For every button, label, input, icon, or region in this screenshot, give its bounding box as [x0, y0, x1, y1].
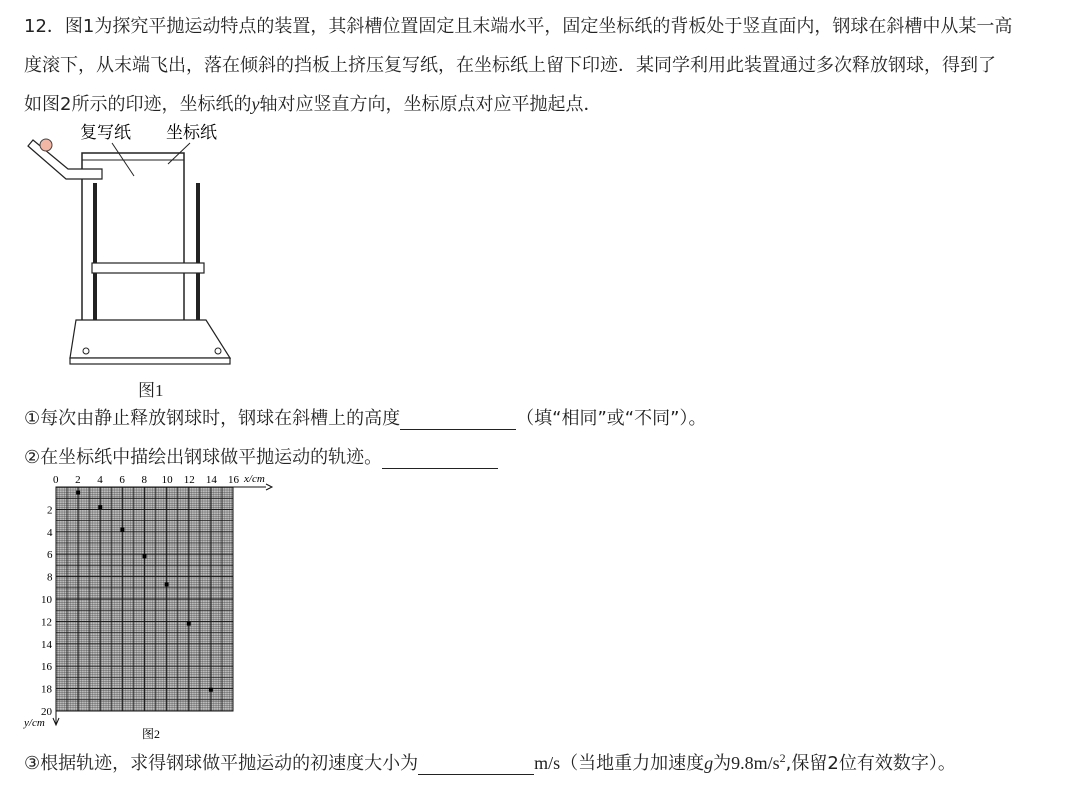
trace-point [209, 688, 213, 692]
trace-point [76, 491, 80, 495]
unit-ms: m/s [534, 753, 561, 773]
x-tick-label: 16 [228, 474, 239, 486]
figure-2-coordinate-grid [20, 470, 290, 750]
label-carbon-paper: 复写纸 [80, 123, 131, 142]
y-tick-label: 10 [41, 594, 52, 606]
subq3-text-a: ③根据轨迹，求得钢球做平抛运动的初速度大小为 [24, 753, 419, 774]
base-edge [70, 358, 230, 364]
question-text-3c: 轴对应竖直方向，坐标原点对应平抛起点． [259, 94, 602, 115]
y-tick-label: 4 [47, 526, 53, 539]
x-tick-label: 6 [119, 474, 125, 486]
question-line-2 [24, 51, 996, 77]
x-tick-label: 12 [183, 474, 195, 486]
question-text-1: 12．图1为探究平抛运动特点的装置，其斜槽位置固定且末端水平，固定坐标纸的背板处于竖直面内，钢球在斜槽中从某一高 [24, 16, 1013, 37]
steel-ball [40, 139, 52, 151]
y-tick-label: 16 [41, 661, 52, 674]
label-coordinate-paper: 坐标纸 [166, 123, 217, 142]
subq3-text-d: ,保留2位有效数字）。 [785, 753, 956, 774]
answer-blank-2[interactable] [382, 450, 498, 469]
right-rail [196, 183, 200, 325]
y-tick-labels [41, 504, 53, 718]
baffle-plate [92, 263, 204, 273]
subq3-text-c: 为 [713, 753, 732, 774]
y-tick-label: 8 [47, 571, 53, 584]
trace-point [165, 582, 169, 586]
y-axis-symbol: y [251, 94, 260, 114]
y-tick-label: 12 [41, 616, 52, 629]
g-exponent: 2 [779, 751, 786, 765]
subq1-text-a: ①每次由静止释放钢球时，钢球在斜槽上的高度 [24, 408, 401, 429]
subq1-text-b: （填“相同”或“不同”）。 [516, 408, 707, 429]
base-top [70, 320, 230, 358]
x-tick-label: 8 [141, 474, 147, 486]
trace-point [98, 505, 102, 509]
x-tick-label: 14 [205, 474, 217, 486]
answer-blank-1[interactable] [400, 411, 516, 430]
g-symbol: g [704, 753, 714, 773]
figure-1-caption: 图1 [138, 381, 164, 400]
trace-point [120, 528, 124, 532]
figure-2-caption: 图2 [142, 727, 161, 741]
question-line-1 [24, 12, 1012, 38]
subq2-line [24, 443, 498, 469]
subq2-text-a: ②在坐标纸中描绘出钢球做平抛运动的轨迹。 [24, 447, 383, 468]
question-line-3 [24, 90, 601, 116]
y-tick-label: 18 [41, 683, 52, 696]
answer-blank-3[interactable] [418, 756, 534, 775]
x-tick-label: 2 [75, 474, 81, 486]
g-value: 9.8m/s [731, 753, 780, 773]
figure-1-apparatus [20, 118, 240, 400]
subq3-line [24, 749, 956, 775]
left-rail [93, 183, 97, 325]
question-text-3a: 如图2所示的印迹，坐标纸的 [24, 94, 252, 115]
grid-coarse-lines [56, 487, 233, 711]
x-tick-label: 4 [97, 474, 103, 486]
trace-point [143, 554, 147, 558]
x-tick-label: 0 [53, 474, 59, 486]
question-text-2: 度滚下，从末端飞出，落在倾斜的挡板上挤压复写纸，在坐标纸上留下印迹．某同学利用此装置通过多次释放钢球，得到了 [24, 55, 996, 76]
y-axis-label: y/cm [24, 717, 45, 729]
subq3-text-b: （当地重力加速度 [560, 753, 705, 774]
y-tick-label: 2 [47, 504, 53, 517]
x-tick-labels [53, 474, 240, 486]
x-axis-label: x/cm [244, 473, 265, 485]
y-tick-label: 14 [41, 638, 52, 651]
x-axis-arrow [266, 484, 272, 490]
subq1-line [24, 404, 706, 430]
x-tick-label: 10 [161, 474, 173, 486]
y-tick-label: 20 [41, 706, 52, 718]
y-tick-label: 6 [47, 549, 53, 562]
trace-point [187, 622, 191, 626]
